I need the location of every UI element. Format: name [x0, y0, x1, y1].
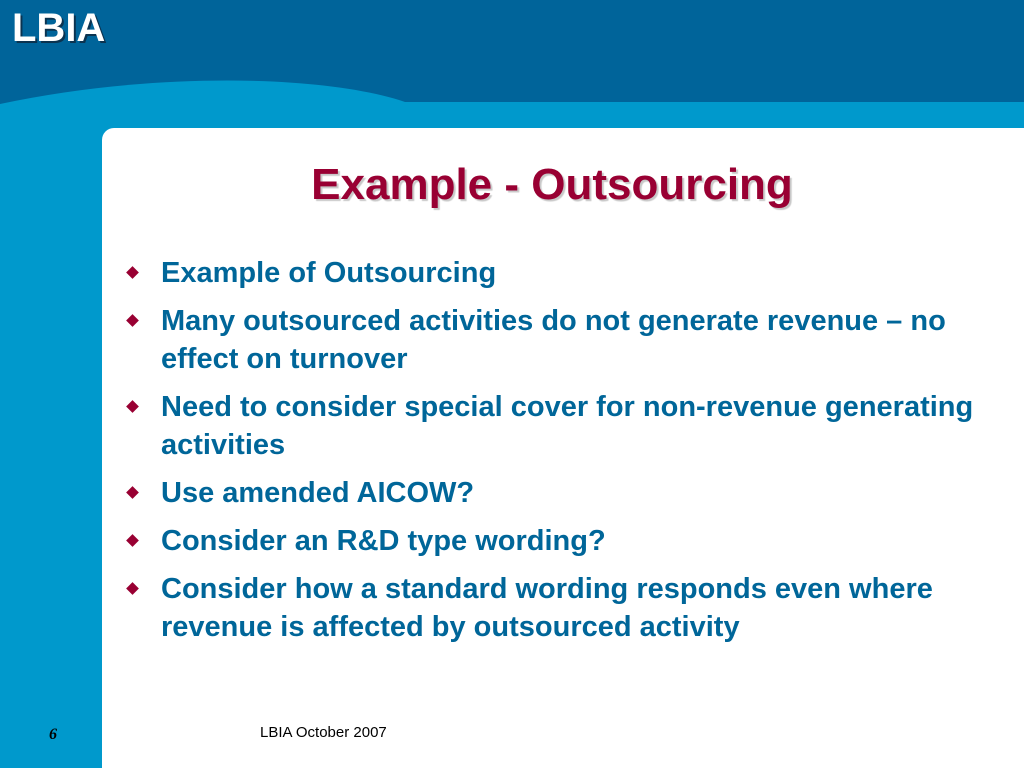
bullet-text: Consider how a standard wording responds even where revenue is affected by outsourced activity: [161, 573, 933, 643]
bullet-text: Need to consider special cover for non-revenue generating activities: [161, 391, 974, 461]
diamond-bullet-icon: [126, 314, 139, 327]
diamond-bullet-icon: [126, 534, 139, 547]
bullet-item: [126, 302, 986, 378]
slide-number: 6: [49, 726, 57, 743]
diamond-bullet-icon: [126, 400, 139, 413]
bullet-item: [126, 570, 986, 646]
bullet-item: [126, 474, 986, 512]
footer-text: LBIA October 2007: [260, 724, 387, 741]
brand-logo-text: LBIA: [12, 6, 106, 50]
slide-title: Example - Outsourcing: [311, 160, 793, 209]
bullet-item: [126, 388, 986, 464]
bullet-list: [126, 254, 986, 656]
header-band: [0, 0, 1024, 130]
bullet-text: Example of Outsourcing: [161, 257, 497, 289]
bullet-item: [126, 254, 986, 292]
diamond-bullet-icon: [126, 266, 139, 279]
diamond-bullet-icon: [126, 486, 139, 499]
diamond-bullet-icon: [126, 582, 139, 595]
bullet-text: Consider an R&D type wording?: [161, 525, 606, 557]
bullet-text: Many outsourced activities do not generate revenue – no effect on turnover: [161, 305, 946, 375]
bullet-item: [126, 522, 986, 560]
bullet-text: Use amended AICOW?: [161, 477, 475, 509]
